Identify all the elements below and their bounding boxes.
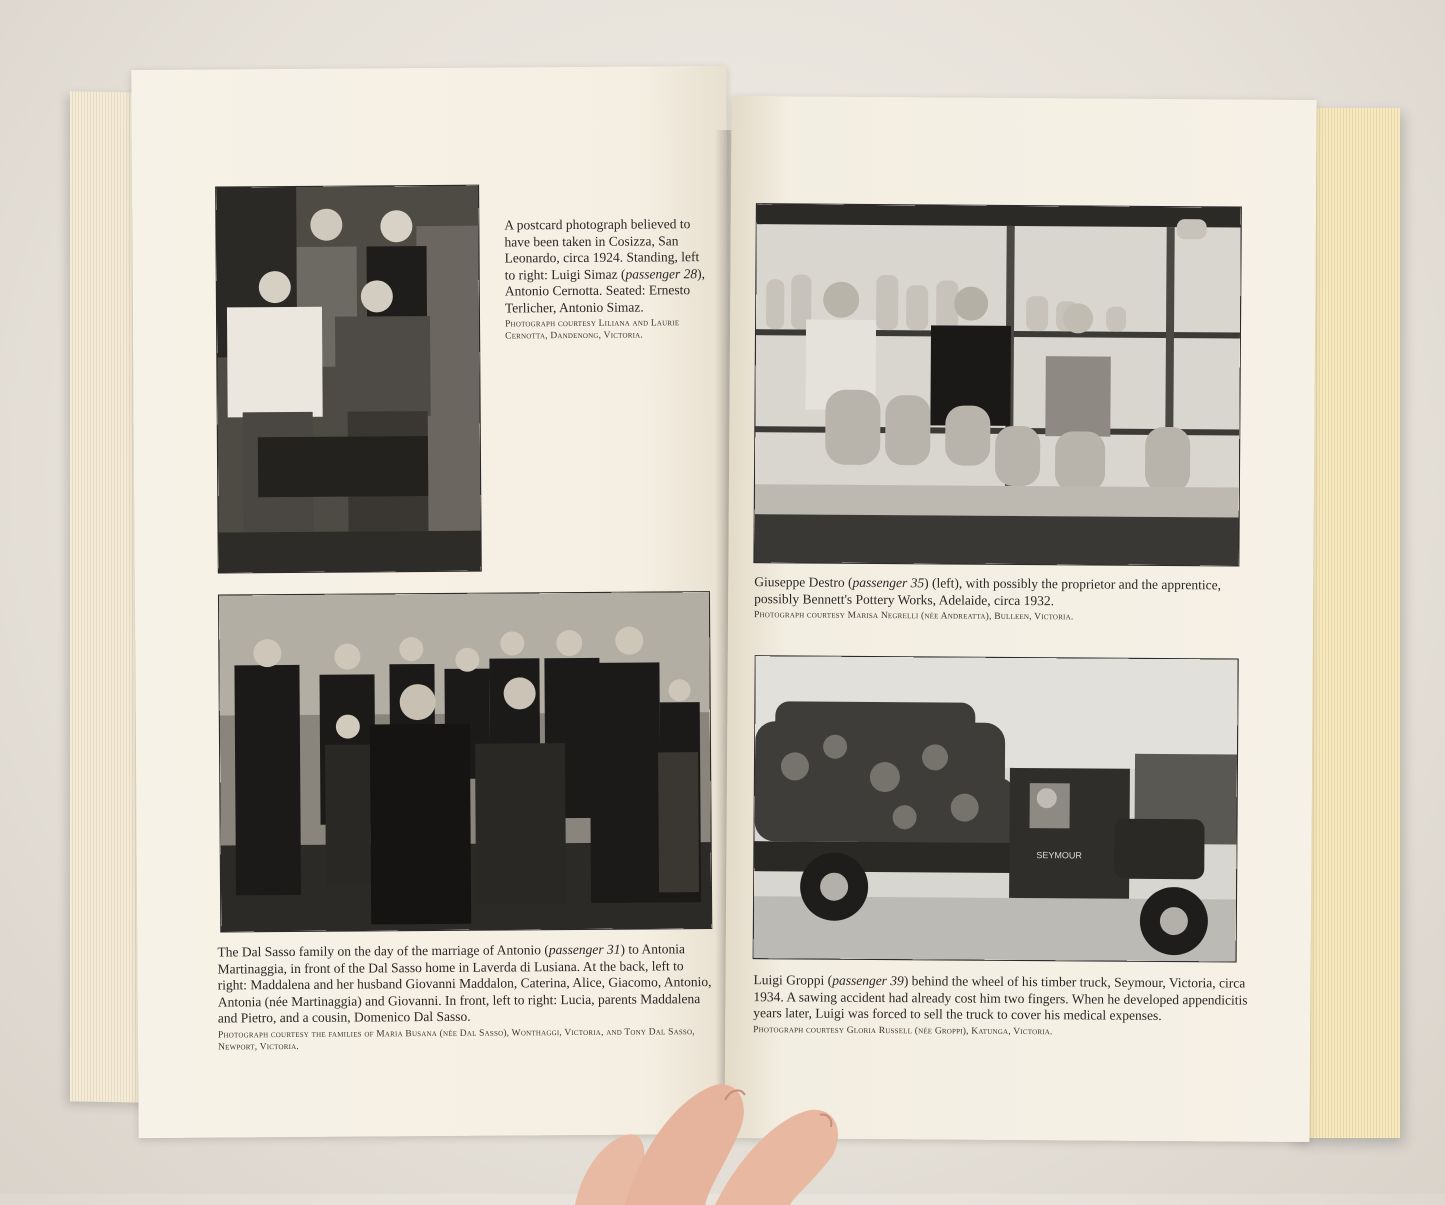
caption-text: ), Antonio Cernotta. Seated: Ernesto Terlicher, Antonio Simaz. <box>504 265 706 315</box>
hand-holding-book <box>565 1075 895 1205</box>
caption-text: A postcard photograph believed to have been taken in Cosizza, San Leonardo, circa 1924. Standing, left to right: Luigi Simaz ( <box>504 216 700 282</box>
caption-passenger: passenger 28 <box>625 265 698 282</box>
photo4-credit: Photograph courtesy Gloria Russell (née Groppi), Katunga, Victoria. <box>753 1024 1053 1037</box>
photo-postcard-four-men <box>216 186 481 573</box>
photo3-caption <box>754 574 1254 624</box>
photo-pottery-works <box>754 204 1240 565</box>
caption-passenger: passenger 35 <box>852 574 925 591</box>
caption-text: ) behind the wheel of his timber truck, Seymour, Victoria, circa 1934. A sawing accident had already cost him two fingers. When he developed appendicitis years later, Luigi was forced to sell the truck to cover his medical expenses. <box>753 973 1248 1023</box>
photo4-caption <box>753 972 1253 1039</box>
caption-text: ) to Antonia Martinaggia, in front of the Dal Sasso home in Laverda di Lusiana. At the back, left to right: Maddalena and her husband Giovanni Maddalon, Caterina, Alice, Giacomo, Antonio, Antonia (née Martinaggia) and Giovanni. In front, left to right: Lucia, parents Maddalena and Pietro, and a cousin, Domenico Dal Sasso. <box>217 941 712 1026</box>
photo3-credit: Photograph courtesy Marisa Negrelli (née Andreatta), Bulleen, Victoria. <box>753 610 1074 623</box>
photo2-caption <box>217 941 713 1053</box>
caption-passenger: passenger 31 <box>548 941 621 958</box>
right-page <box>724 96 1316 1142</box>
photo1-caption <box>504 216 713 342</box>
caption-text: Giuseppe Destro ( <box>754 574 853 590</box>
caption-text: Luigi Groppi ( <box>753 972 833 988</box>
caption-text: The Dal Sasso family on the day of the marriage of Antonio ( <box>217 942 549 960</box>
photo-dal-sasso-family <box>219 592 711 931</box>
caption-text: ) (left), with possibly the proprietor and the apprentice, possibly Bennett's Pottery Works, Adelaide, circa 1932. <box>754 575 1222 608</box>
truck-door-text: SEYMOUR <box>1036 850 1082 861</box>
left-page <box>131 66 733 1138</box>
caption-passenger: passenger 39 <box>832 972 904 989</box>
photo-timber-truck <box>754 656 1238 961</box>
photo2-credit: Photograph courtesy the families of Maria Busana (née Dal Sasso), Wonthaggi, Victoria, and Tony Dal Sasso, Newport, Victoria. <box>217 1026 695 1053</box>
photo1-credit: Photograph courtesy Liliana and Laurie Cernotta, Dandenong, Victoria. <box>505 318 680 342</box>
